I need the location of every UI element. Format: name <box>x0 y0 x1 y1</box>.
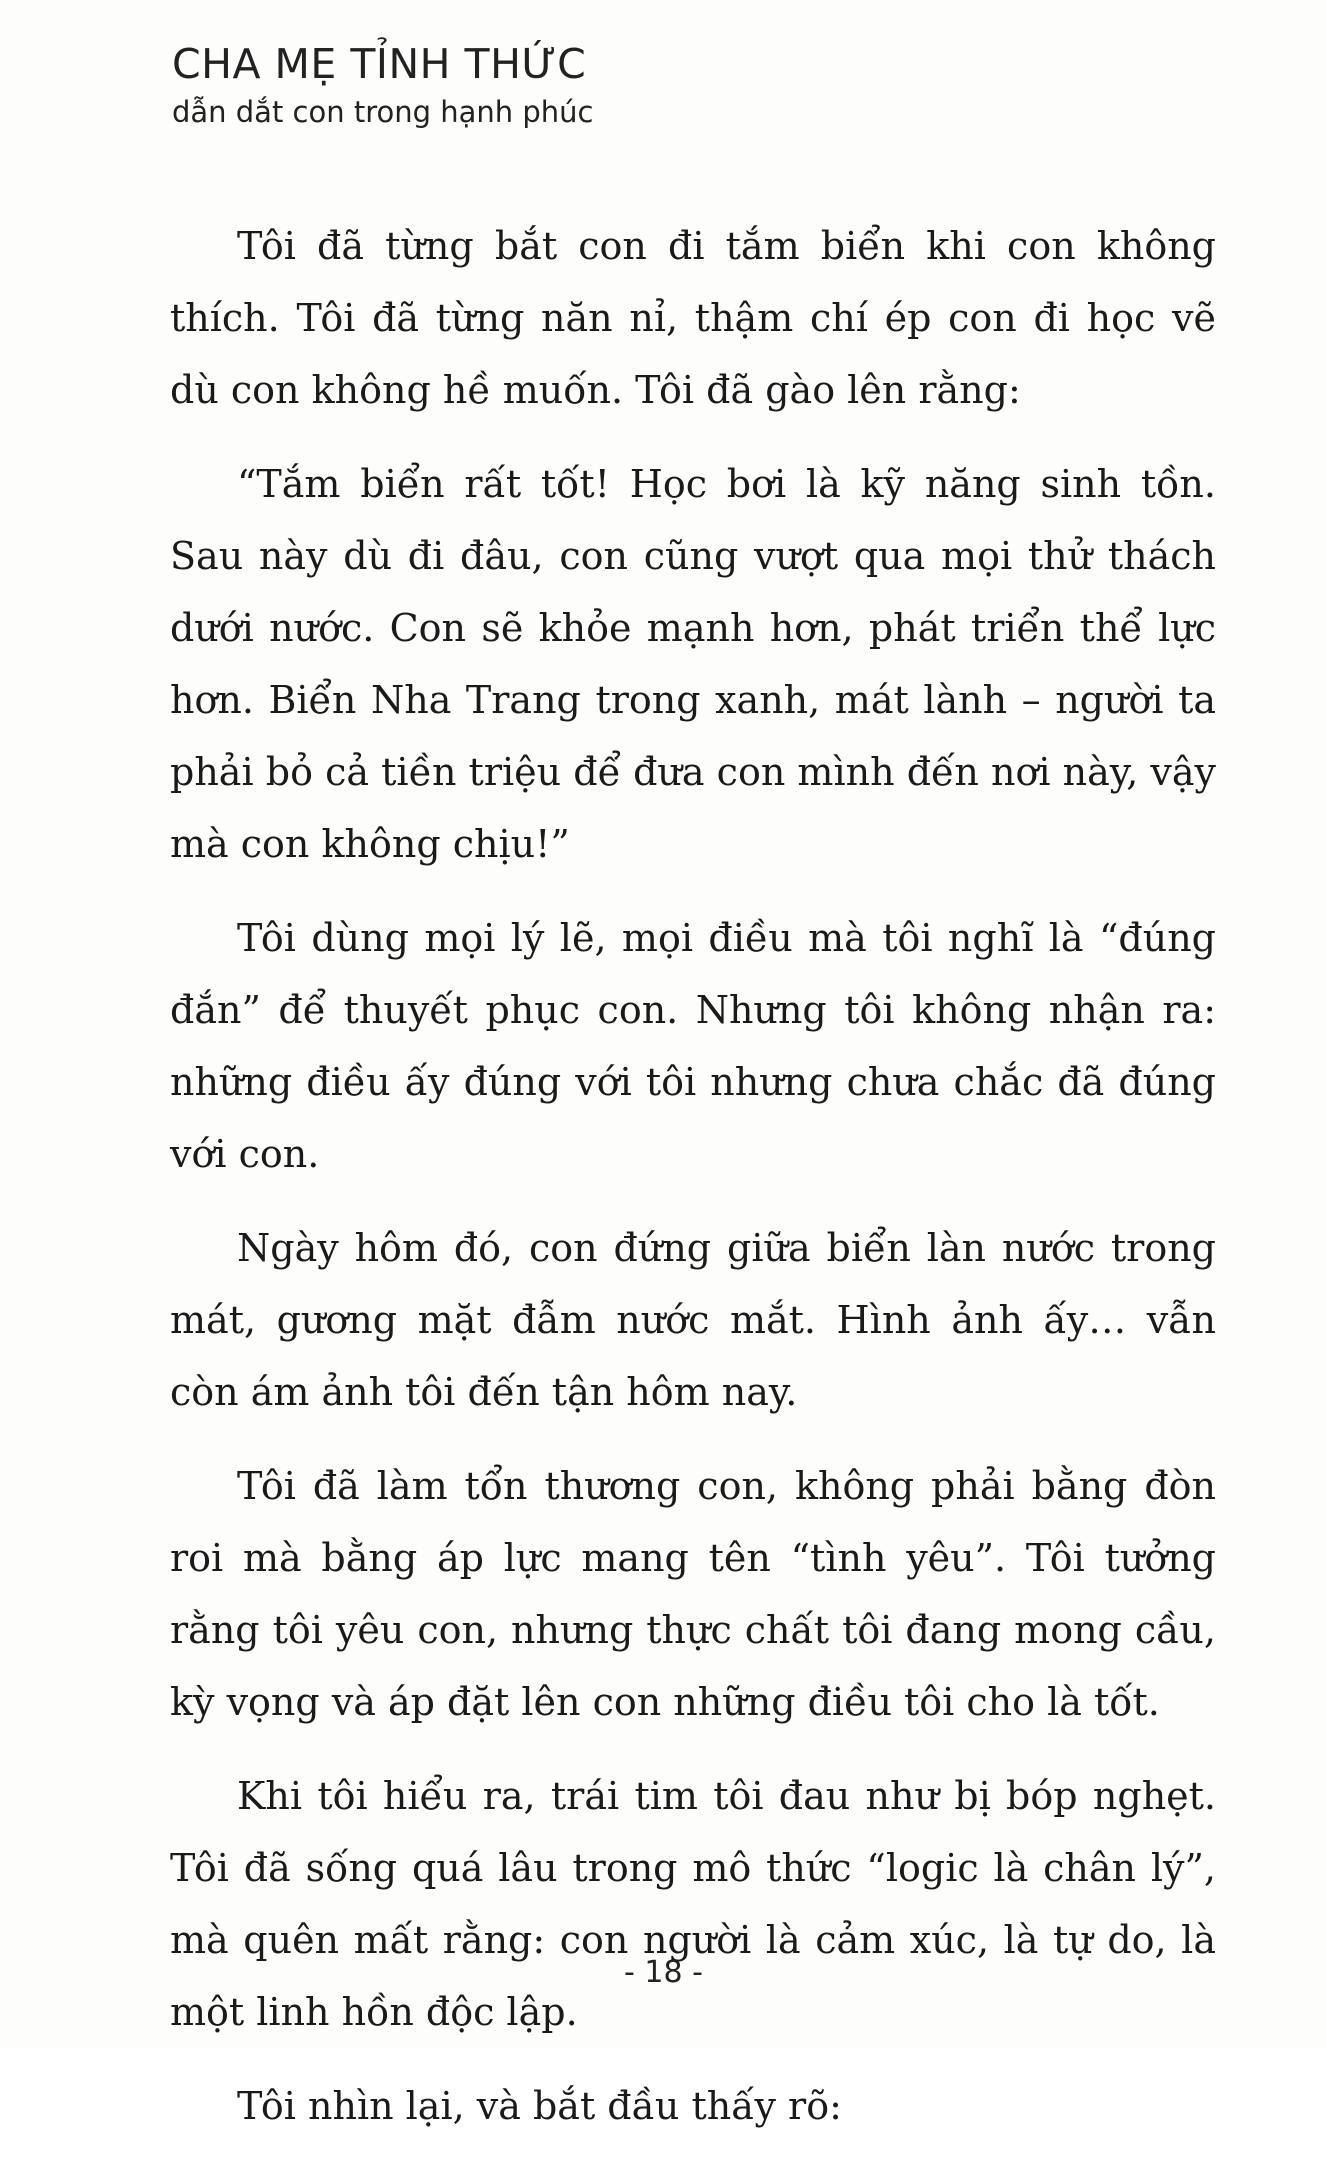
paragraph: Tôi đã làm tổn thương con, không phải bằng đòn roi mà bằng áp lực mang tên “tình yêu”. Tôi tưởng rằng tôi yêu con, nhưng thực chất tôi đang mong cầu, kỳ vọng và áp đặt lên con những điều tôi cho là tốt. <box>170 1464 1216 1724</box>
page-number: - 18 - <box>624 1955 703 1990</box>
paragraph: Ngày hôm đó, con đứng giữa biển làn nước trong mát, gương mặt đẫm nước mắt. Hình ảnh ấy… vẫn còn ám ảnh tôi đến tận hôm nay. <box>170 1226 1216 1414</box>
book-title: CHA MẸ TỈNH THỨC <box>172 40 587 88</box>
body-text <box>170 210 1216 2164</box>
paragraph: Tôi đã từng bắt con đi tắm biển khi con không thích. Tôi đã từng năn nỉ, thậm chí ép con đi học vẽ dù con không hề muốn. Tôi đã gào lên rằng: <box>170 224 1216 412</box>
paragraph: Tôi dùng mọi lý lẽ, mọi điều mà tôi nghĩ là “đúng đắn” để thuyết phục con. Nhưng tôi không nhận ra: những điều ấy đúng với tôi nhưng chưa chắc đã đúng với con. <box>170 916 1216 1176</box>
book-subtitle: dẫn dắt con trong hạnh phúc <box>172 95 594 129</box>
paragraph: Tôi nhìn lại, và bắt đầu thấy rõ: <box>237 2084 842 2128</box>
paragraph: Khi tôi hiểu ra, trái tim tôi đau như bị bóp nghẹt. Tôi đã sống quá lâu trong mô thức “logic là chân lý”, mà quên mất rằng: con người là cảm xúc, là tự do, là một linh hồn độc lập. <box>170 1774 1216 2034</box>
paragraph: “Tắm biển rất tốt! Học bơi là kỹ năng sinh tồn. Sau này dù đi đâu, con cũng vượt qua mọi thử thách dưới nước. Con sẽ khỏe mạnh hơn, phát triển thể lực hơn. Biển Nha Trang trong xanh, mát lành – người ta phải bỏ cả tiền triệu để đưa con mình đến nơi này, vậy mà con không chịu!” <box>170 462 1216 866</box>
running-header <box>172 38 593 132</box>
